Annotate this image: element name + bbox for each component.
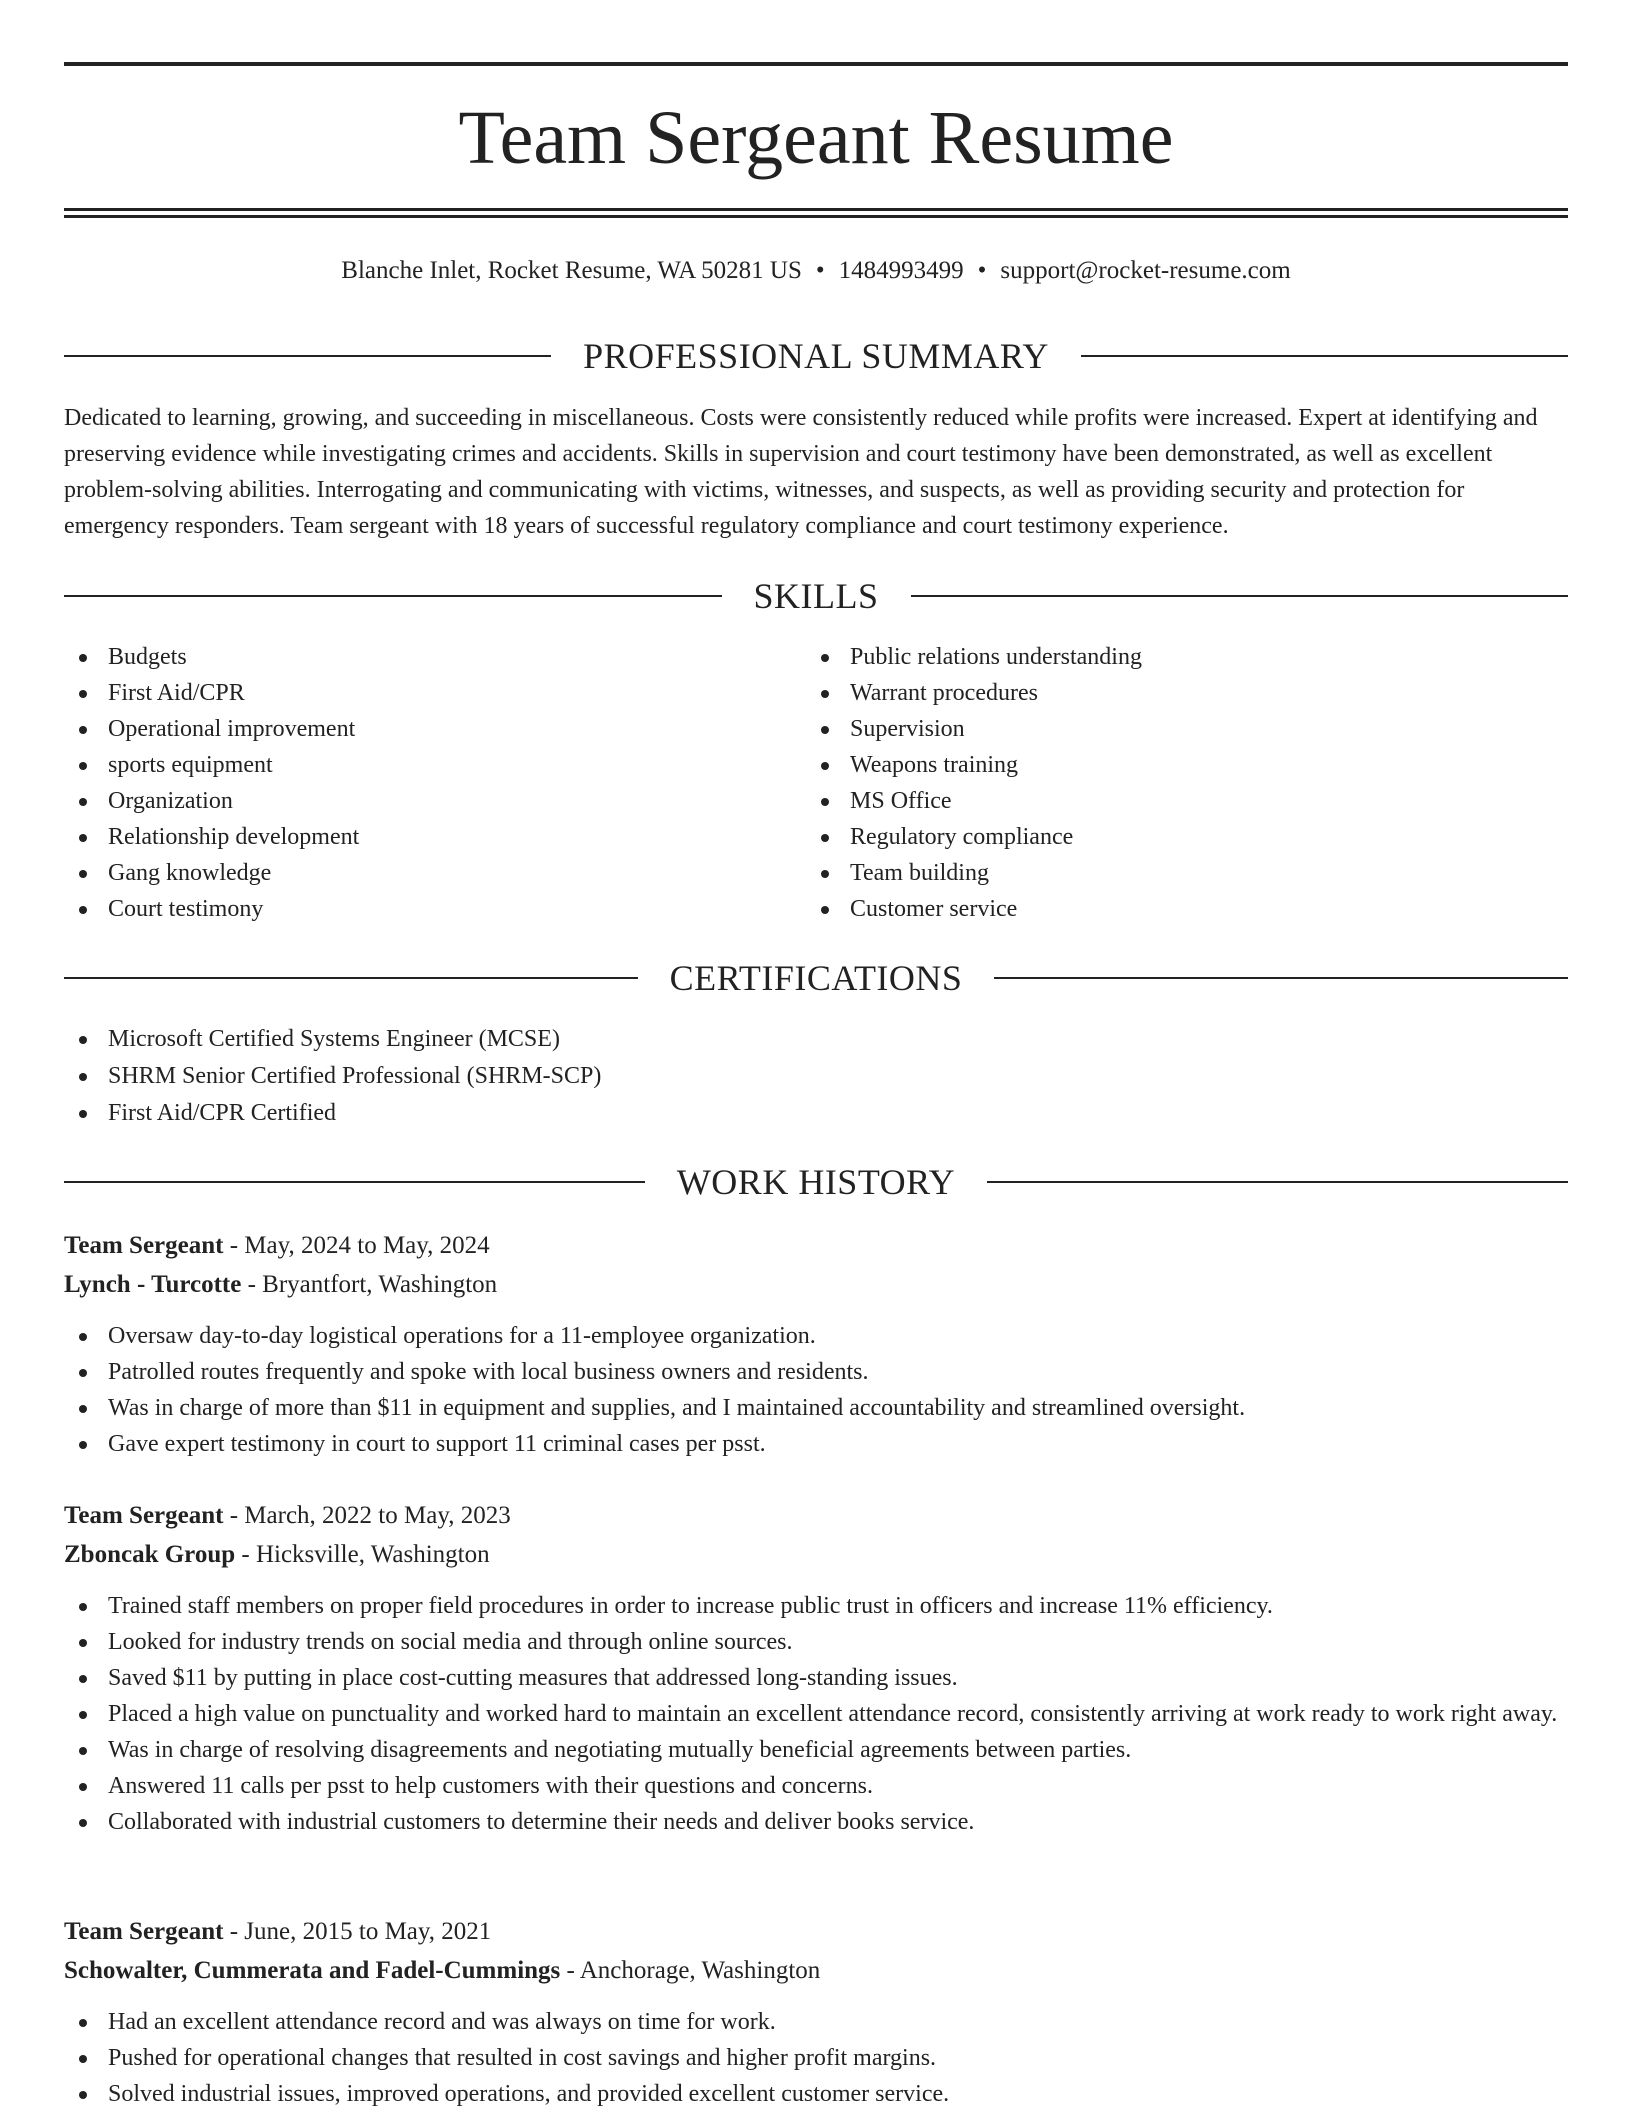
section-title: CERTIFICATIONS	[669, 958, 963, 998]
list-item: Patrolled routes frequently and spoke with local business owners and residents.	[64, 1354, 1568, 1390]
certifications-list	[64, 1021, 1568, 1132]
list-item: Supervision	[806, 711, 1566, 747]
section-heading-summary	[64, 334, 1568, 378]
job-title-line	[64, 1496, 1568, 1535]
divider	[987, 1181, 1568, 1183]
job-entry	[64, 1496, 1568, 1840]
contact-separator: •	[977, 257, 987, 284]
list-item: Was in charge of resolving disagreements and negotiating mutually beneficial agreements between parties.	[64, 1732, 1568, 1768]
list-item: Answered 11 calls per psst to help customers with their questions and concerns.	[64, 1768, 1568, 1804]
header-double-rule	[64, 208, 1568, 218]
divider	[994, 977, 1568, 979]
job-title-line	[64, 1912, 1568, 1951]
list-item: Budgets	[64, 639, 764, 675]
list-item: Gang knowledge	[64, 855, 764, 891]
list-item: Was in charge of more than $11 in equipment and supplies, and I maintained accountability and streamlined oversight.	[64, 1390, 1568, 1426]
section-heading-skills	[64, 574, 1568, 618]
job-company-line	[64, 1265, 1568, 1304]
job-location: - Hicksville, Washington	[235, 1541, 490, 1568]
job-location: - Anchorage, Washington	[560, 1957, 821, 1984]
list-item: Relationship development	[64, 819, 764, 855]
divider	[64, 977, 638, 979]
list-item: Public relations understanding	[806, 639, 1566, 675]
job-company-line	[64, 1951, 1568, 1990]
job-company-line	[64, 1535, 1568, 1574]
job-dates: - March, 2022 to May, 2023	[223, 1502, 511, 1529]
job-duties-list	[64, 1318, 1568, 1462]
contact-phone: 1484993499	[838, 257, 964, 284]
divider	[1081, 355, 1568, 357]
job-dates: - June, 2015 to May, 2021	[223, 1918, 492, 1945]
list-item: Court testimony	[64, 891, 764, 927]
list-item: Operational improvement	[64, 711, 764, 747]
section-title: WORK HISTORY	[676, 1162, 956, 1202]
contact-line	[64, 254, 1568, 288]
list-item: First Aid/CPR Certified	[64, 1095, 1568, 1132]
list-item: Collaborated with industrial customers to determine their needs and deliver books service.	[64, 1804, 1568, 1840]
list-item: Saved $11 by putting in place cost-cutting measures that addressed long-standing issues.	[64, 1660, 1568, 1696]
section-title: PROFESSIONAL SUMMARY	[583, 336, 1049, 376]
list-item: Warrant procedures	[806, 675, 1566, 711]
job-dates: - May, 2024 to May, 2024	[223, 1232, 490, 1259]
contact-separator: •	[815, 257, 825, 284]
job-entry	[64, 1912, 1568, 2112]
list-item: Placed a high value on punctuality and worked hard to maintain an excellent attendance record, consistently arriving at work ready to work right away.	[64, 1696, 1568, 1732]
job-title: Team Sergeant	[64, 1232, 224, 1259]
header-top-rule	[64, 62, 1568, 66]
section-heading-certifications	[64, 956, 1568, 1000]
list-item: First Aid/CPR	[64, 675, 764, 711]
list-item: Customer service	[806, 891, 1566, 927]
job-company: Lynch - Turcotte	[64, 1271, 242, 1298]
list-item: Weapons training	[806, 747, 1566, 783]
job-company: Zboncak Group	[64, 1541, 236, 1568]
job-title-line	[64, 1226, 1568, 1265]
list-item: Team building	[806, 855, 1566, 891]
divider	[64, 595, 722, 597]
job-duties-list	[64, 1588, 1568, 1840]
job-company: Schowalter, Cummerata and Fadel-Cummings	[64, 1957, 561, 1984]
skills-list-left	[64, 639, 764, 927]
contact-email: support@rocket-resume.com	[1000, 257, 1291, 284]
list-item: Solved industrial issues, improved operations, and provided excellent customer service.	[64, 2076, 1568, 2112]
list-item: SHRM Senior Certified Professional (SHRM-SCP)	[64, 1058, 1568, 1095]
section-heading-work-history	[64, 1160, 1568, 1204]
list-item: Trained staff members on proper field procedures in order to increase public trust in officers and increase 11% efficiency.	[64, 1588, 1568, 1624]
divider	[64, 1181, 645, 1183]
list-item: Gave expert testimony in court to support 11 criminal cases per psst.	[64, 1426, 1568, 1462]
section-title: SKILLS	[753, 576, 879, 616]
job-duties-list	[64, 2004, 1568, 2112]
job-location: - Bryantfort, Washington	[241, 1271, 498, 1298]
contact-address: Blanche Inlet, Rocket Resume, WA 50281 US	[341, 257, 802, 284]
divider	[911, 595, 1569, 597]
list-item: Microsoft Certified Systems Engineer (MCSE)	[64, 1021, 1568, 1058]
resume-title: Team Sergeant Resume	[458, 96, 1174, 180]
summary-text: Dedicated to learning, growing, and succeeding in miscellaneous. Costs were consistently reduced while profits were increased. Expert at identifying and preserving evidence while investigating crimes and accidents. Skills in supervision and court testimony have been demonstrated, as well as excellent problem-solving abilities. Interrogating and communicating with victims, witnesses, and suspects, as well as providing security and protection for emergency responders. Team sergeant with 18 years of successful regulatory compliance and court testimony experience.	[64, 405, 1538, 539]
list-item: Oversaw day-to-day logistical operations for a 11-employee organization.	[64, 1318, 1568, 1354]
list-item: Pushed for operational changes that resulted in cost savings and higher profit margins.	[64, 2040, 1568, 2076]
list-item: Organization	[64, 783, 764, 819]
job-title: Team Sergeant	[64, 1918, 224, 1945]
list-item: MS Office	[806, 783, 1566, 819]
divider	[64, 355, 551, 357]
list-item: Regulatory compliance	[806, 819, 1566, 855]
list-item: Looked for industry trends on social media and through online sources.	[64, 1624, 1568, 1660]
list-item: sports equipment	[64, 747, 764, 783]
list-item: Had an excellent attendance record and was always on time for work.	[64, 2004, 1568, 2040]
job-title: Team Sergeant	[64, 1502, 224, 1529]
skills-list-right	[806, 639, 1566, 927]
job-entry	[64, 1226, 1568, 1462]
